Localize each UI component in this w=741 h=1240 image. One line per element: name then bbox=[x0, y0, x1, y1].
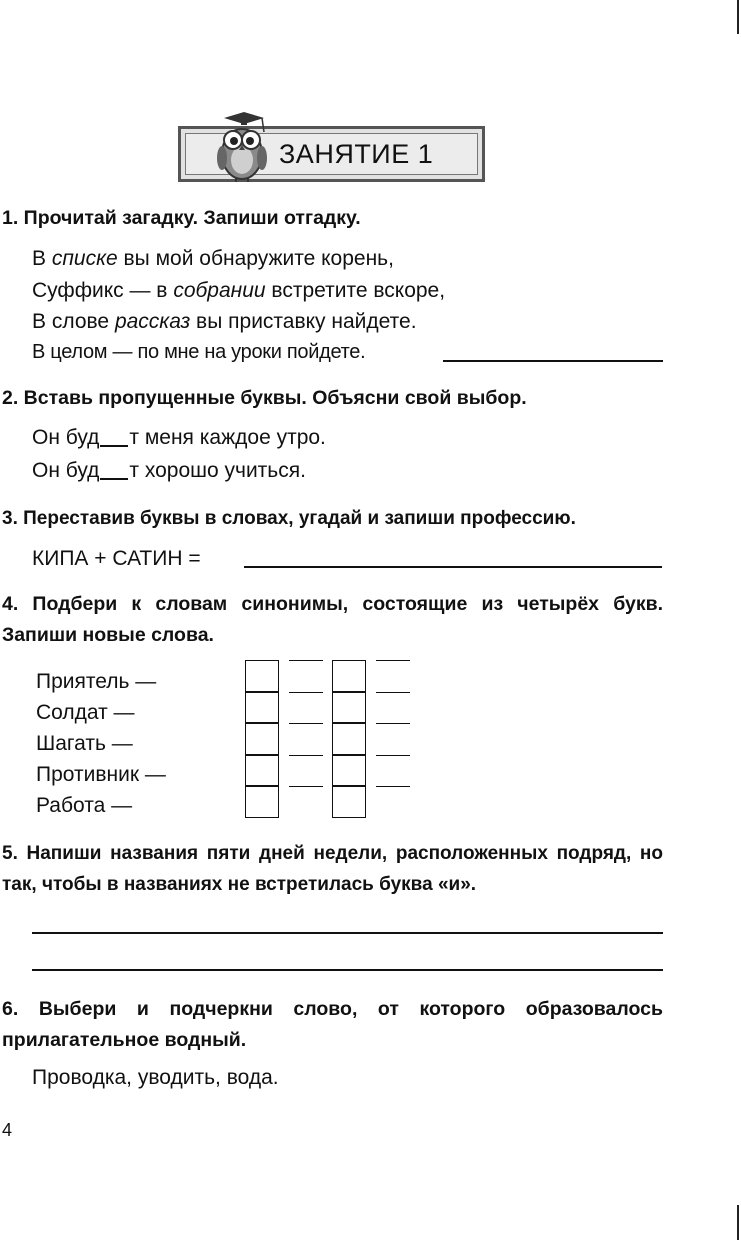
sentence-2: Он буд т хорошо учиться. bbox=[32, 459, 306, 482]
letter-cell[interactable] bbox=[376, 786, 410, 818]
riddle-line-2: Суффикс — в собрании встретите вскоре, bbox=[32, 279, 446, 302]
crop-mark-bottom bbox=[737, 1205, 739, 1240]
letter-blank-1[interactable] bbox=[100, 445, 128, 447]
letter-cell[interactable] bbox=[376, 692, 410, 724]
answer-line-5a[interactable] bbox=[32, 932, 663, 934]
word-3: Шагать — bbox=[36, 732, 133, 755]
letter-cell[interactable] bbox=[245, 755, 279, 787]
answer-line-5b[interactable] bbox=[32, 969, 663, 971]
page-number: 4 bbox=[2, 1120, 13, 1140]
riddle-line-4: В целом — по мне на уроки пойдете. bbox=[32, 341, 366, 363]
letter-cell[interactable] bbox=[376, 723, 410, 755]
letter-cell[interactable] bbox=[332, 692, 366, 724]
word-options: Проводка, уводить, вода. bbox=[32, 1066, 279, 1089]
task-3-heading: 3. Переставив буквы в словах, угадай и запиши профессию. bbox=[2, 508, 576, 529]
task-4-heading: 4. Подбери к словам синонимы, состоящие из четырёх букв. Запиши новые слова. bbox=[2, 593, 663, 646]
letter-cell[interactable] bbox=[332, 723, 366, 755]
letter-cell[interactable] bbox=[332, 786, 366, 818]
task-6-heading: 6. Выбери и подчеркни слово, от которого образовалось прилагательное водный. bbox=[2, 998, 663, 1051]
sentence-1: Он буд т меня каждое утро. bbox=[32, 426, 326, 449]
riddle-line-1: В списке вы мой обнаружите корень, bbox=[32, 247, 394, 270]
letter-cell[interactable] bbox=[245, 786, 279, 818]
letter-cell[interactable] bbox=[332, 755, 366, 787]
letter-cell[interactable] bbox=[376, 660, 410, 692]
letter-cell[interactable] bbox=[289, 786, 323, 818]
anagram-equation: КИПА + САТИН = bbox=[32, 547, 201, 570]
word-5: Работа — bbox=[36, 794, 133, 817]
task-5-heading: 5. Напиши названия пяти дней недели, расположенных подряд, но так, чтобы в названиях не встретилась буква «и». bbox=[2, 843, 663, 895]
answer-line-1[interactable] bbox=[443, 360, 663, 362]
letter-cell[interactable] bbox=[376, 755, 410, 787]
answer-line-3[interactable] bbox=[244, 566, 662, 568]
letter-cell[interactable] bbox=[289, 723, 323, 755]
letter-cell[interactable] bbox=[289, 692, 323, 724]
crop-mark-top bbox=[737, 0, 739, 34]
letter-grid bbox=[245, 660, 415, 822]
task-2-heading: 2. Вставь пропущенные буквы. Объясни свой выбор. bbox=[2, 387, 527, 409]
riddle-line-3: В слове рассказ вы приставку найдете. bbox=[32, 310, 417, 333]
letter-cell[interactable] bbox=[289, 660, 323, 692]
letter-cell[interactable] bbox=[332, 660, 366, 692]
letter-cell[interactable] bbox=[245, 692, 279, 724]
letter-cell[interactable] bbox=[245, 660, 279, 692]
letter-cell[interactable] bbox=[245, 723, 279, 755]
owl-icon bbox=[210, 110, 270, 182]
lesson-title: ЗАНЯТИЕ 1 bbox=[279, 139, 434, 169]
word-2: Солдат — bbox=[36, 701, 135, 724]
word-4: Противник — bbox=[36, 763, 166, 786]
letter-blank-2[interactable] bbox=[100, 478, 128, 480]
letter-cell[interactable] bbox=[289, 755, 323, 787]
task-1-heading: 1. Прочитай загадку. Запиши отгадку. bbox=[2, 207, 361, 229]
word-1: Приятель — bbox=[36, 670, 157, 693]
